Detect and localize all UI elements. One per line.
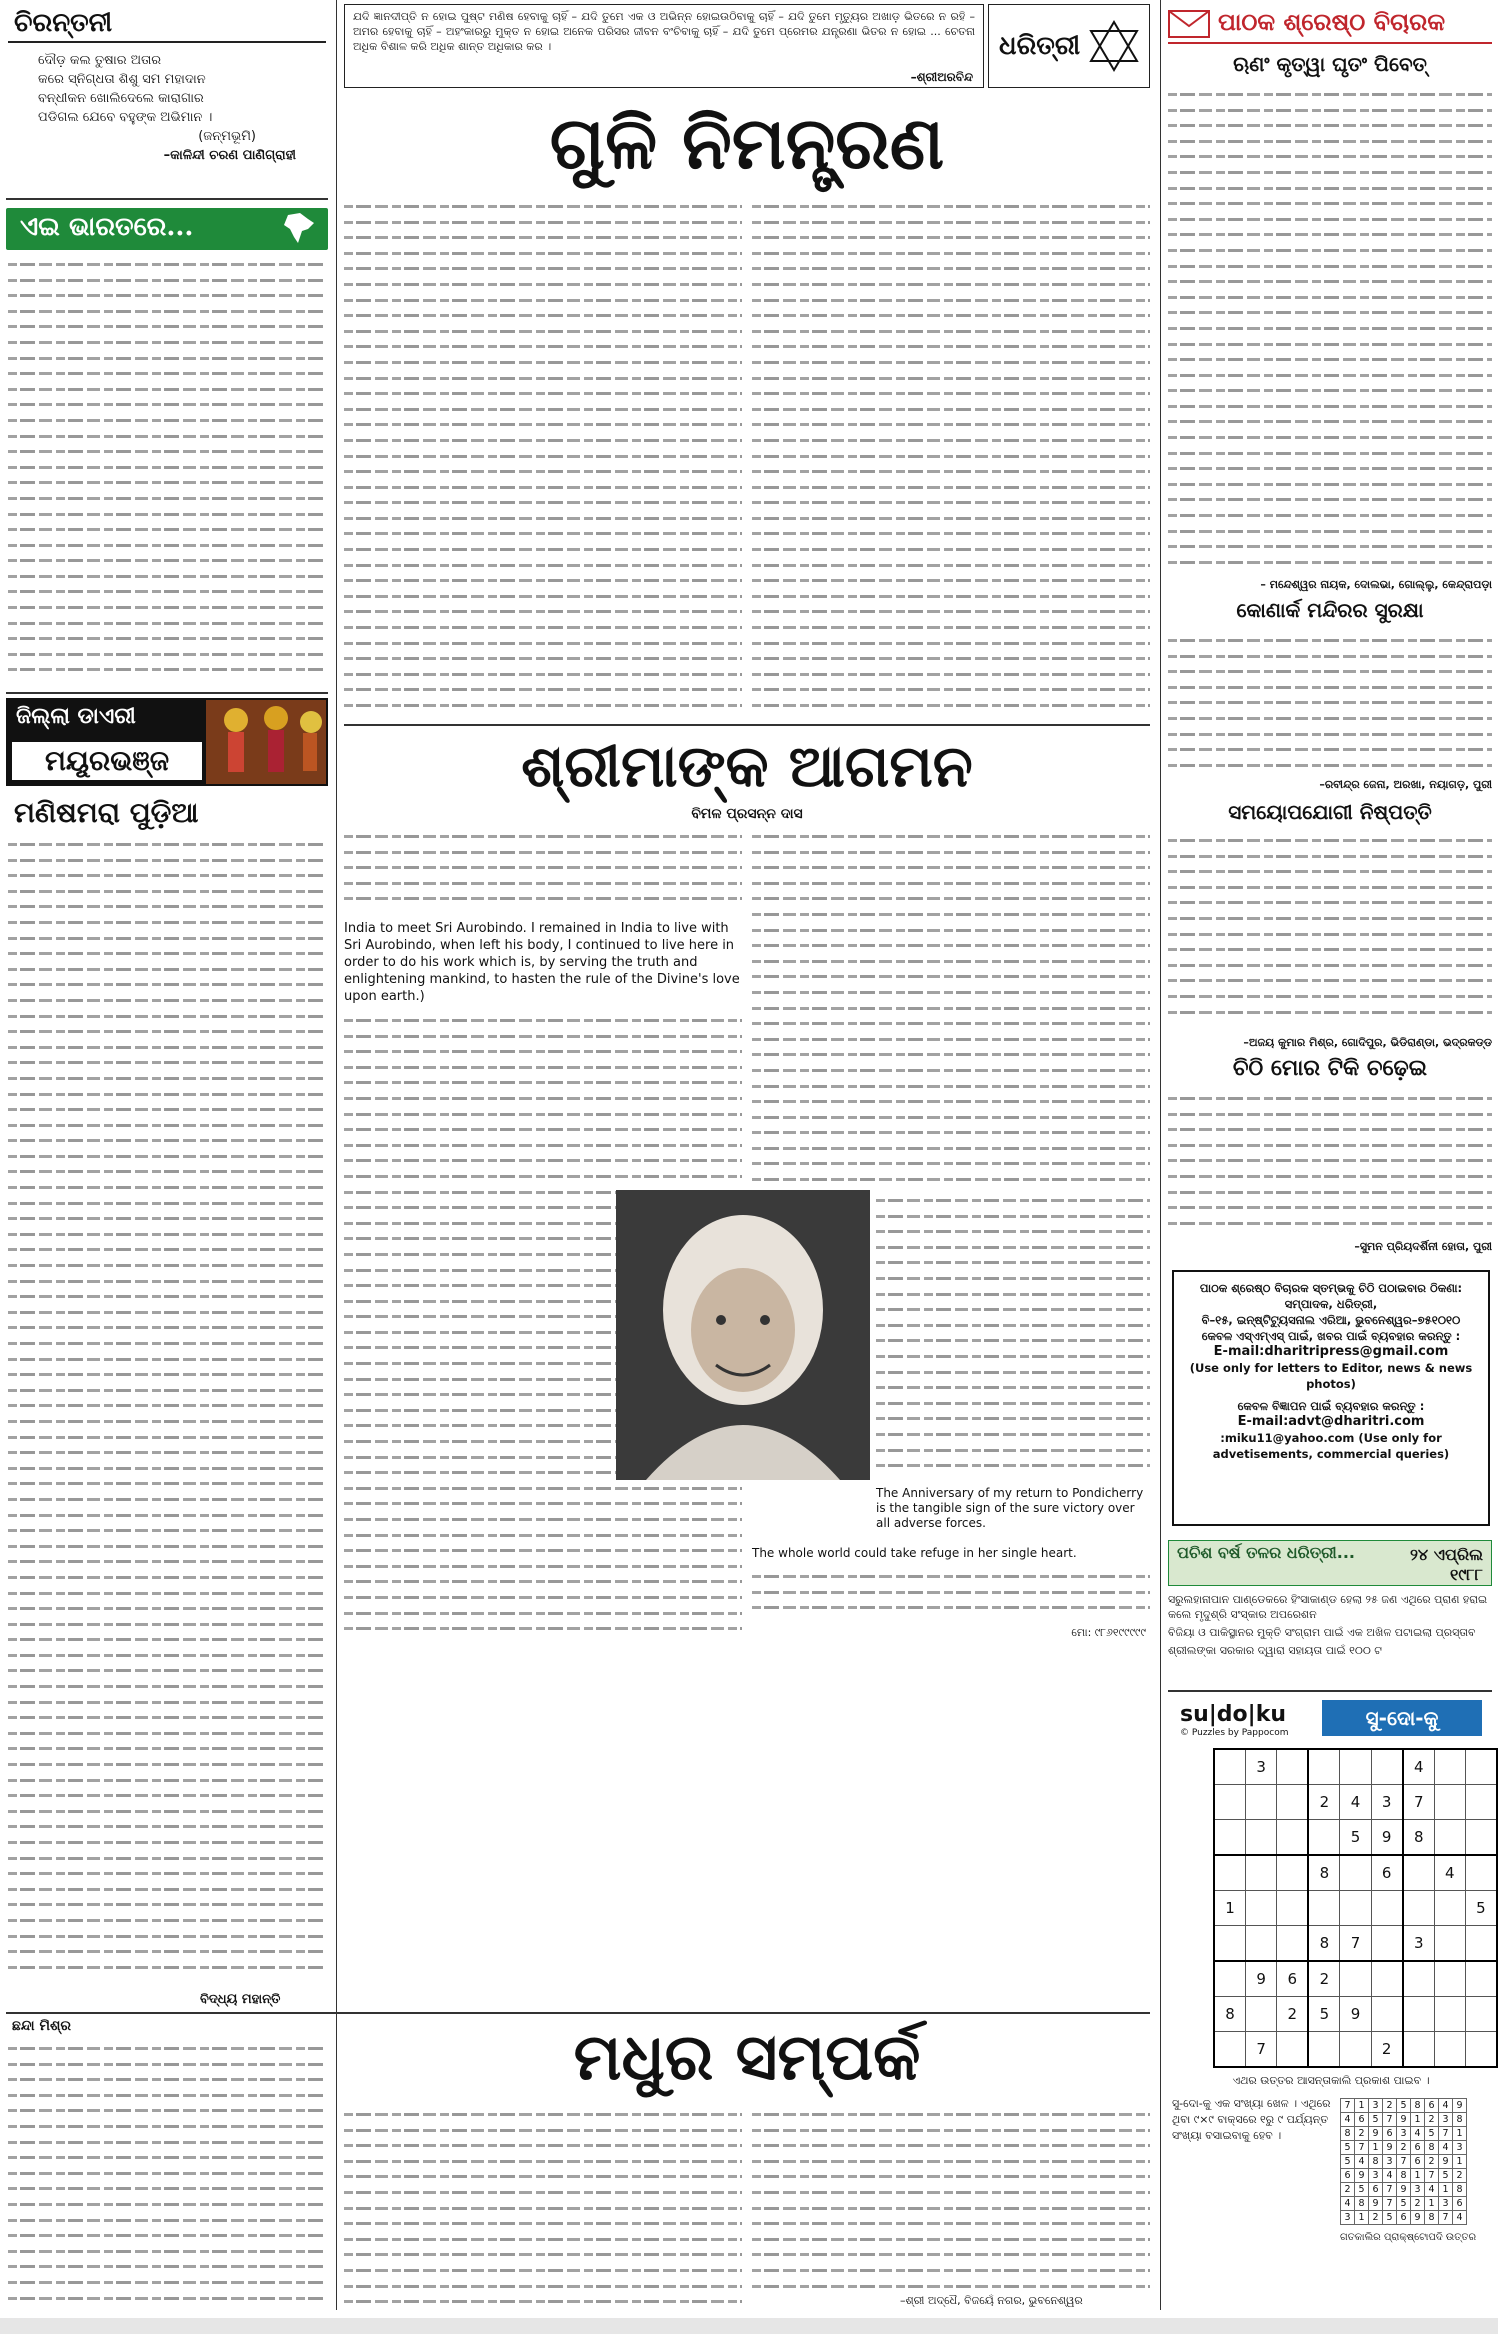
quote-text: ଯଦି ଜ୍ଞାନଦୀପ୍ତି ନ ହୋଇ ପୁଷ୍ଟ ମଣିଷ ହେବାକୁ ଚାହିଁ – ଯଦି ତୁମେ ଏକ ଓ ଅଭିନ୍ନ ହୋଇଉଠିବାକୁ ଚାହିଁ – ଯଦି ତୁମେ ମୃତ୍ୟୁର ଅଖାଡ଼ ଭିତରେ ନ ରହି – ଅମର ହେବାକୁ ଚାହିଁ – ଅହଂକାରରୁ ମୁକ୍ତ ନ ହୋଇ ଅନେକ ପରିସର ଜୀବନ ବଂଚିବାକୁ ଚାହିଁ – ଯଦି ତୁମେ ପ୍ରେମର ଯନ୍ତ୍ରଣା ଭିତର ନ ହୋଇ ... ଚେତନା ଅଧିକ ବିଶାଳ କରି ଅଧିକ ଶାନ୍ତ ଅଧିକାର କର ।: [353, 10, 975, 53]
answer-cell: 1: [1425, 2197, 1439, 2211]
answer-cell: 9: [1439, 2155, 1453, 2169]
sudoku-cell: [1465, 1785, 1497, 1820]
letter-1-sig: – ମନ୍ଦେଶ୍ୱର ନାୟକ, ଦୋଲଭା, ଗୋଲ୍ଲୁ, କେନ୍ଦ୍ରାପଡ଼ା: [1260, 578, 1492, 591]
answer-cell: 9: [1369, 2197, 1383, 2211]
srimaa-headline: ଶ୍ରୀମାଙ୍କ ଆଗମନ: [521, 732, 973, 800]
answer-cell: 2: [1355, 2127, 1369, 2141]
logo-text: ଧରିତ୍ରୀ: [999, 31, 1081, 61]
sudoku-cell: 8: [1214, 1997, 1246, 2032]
sudoku-cell: [1246, 1891, 1277, 1926]
answer-cell: 9: [1397, 2183, 1411, 2197]
answer-cell: 1: [1439, 2183, 1453, 2197]
sudoku-cell: [1465, 1749, 1497, 1785]
answer-cell: 8: [1341, 2127, 1355, 2141]
sudoku-cell: [1246, 1855, 1277, 1891]
zilla-diary-district: ମୟୂରଭଞ୍ଜ: [12, 742, 202, 780]
answer-cell: 4: [1341, 2197, 1355, 2211]
answer-cell: 5: [1355, 2183, 1369, 2197]
sudoku-cell: [1403, 1891, 1435, 1926]
madhura-col-2: [344, 2106, 742, 2308]
footer-bar: [0, 2318, 1498, 2334]
contact-email2: E-mail:advt@dharitri.com: [1237, 1414, 1425, 1429]
answer-cell: 8: [1425, 2141, 1439, 2155]
sudoku-cell: [1277, 1749, 1309, 1785]
answer-cell: 2: [1383, 2099, 1397, 2113]
answer-cell: 4: [1439, 2099, 1453, 2113]
contact-addr1: ସମ୍ପାଦକ, ଧରିତ୍ରୀ,: [1284, 1297, 1378, 1311]
letter-2-sig: –ରବୀନ୍ଦ୍ର ଜେନା, ଅରଖା, ନୟାଗଡ଼, ପୁରୀ: [1319, 778, 1492, 791]
answer-cell: 9: [1355, 2169, 1369, 2183]
sudoku-cell: [1403, 1855, 1435, 1891]
answer-cell: 3: [1341, 2211, 1355, 2225]
sudoku-cell: 3: [1371, 1785, 1403, 1820]
contact-email3-note: advetisements, commercial queries): [1212, 1447, 1450, 1461]
letter-3-body: [1168, 832, 1492, 1032]
answer-cell: 2: [1411, 2197, 1425, 2211]
sudoku-cell: [1246, 1926, 1277, 1962]
twenty-five-item: ସରୁଲହାନାପାନ ପାଣ୍ଡେକରେ ହିଂସାକାଣ୍ଡ ହେଲା ୨୫ ଜଣ ଏଥିରେ ପ୍ରାଣ ହରାଇ କଲେ ମୃଦୁଶ୍ରି ସଂସ୍କାର ଅପରେଶନ: [1168, 1593, 1488, 1621]
sudoku-cell: [1465, 1997, 1497, 2032]
answer-cell: 7: [1439, 2211, 1453, 2225]
answer-cell: 1: [1453, 2127, 1467, 2141]
answer-cell: 1: [1369, 2141, 1383, 2155]
sudoku-answer-note: ଏଥର ଉତ୍ତର ଆସନ୍ତାକାଲି ପ୍ରକାଶ ପାଇବ ।: [1232, 2074, 1430, 2087]
answer-cell: 8: [1453, 2183, 1467, 2197]
sudoku-cell: [1371, 1961, 1403, 1997]
answer-cell: 8: [1369, 2155, 1383, 2169]
answer-cell: 7: [1341, 2099, 1355, 2113]
answer-cell: 3: [1383, 2155, 1397, 2169]
letter-4-title: ଚିଠି ମୋର ଟିକି ଚଢ଼େଇ: [1232, 1056, 1428, 1081]
sudoku-cell: [1434, 1926, 1465, 1962]
poem-line: ପଡିଗଲ ଯେବେ ବହୁଙ୍କ ଅଭିମାନ ।: [38, 110, 213, 125]
answer-cell: 8: [1355, 2197, 1369, 2211]
sudoku-cell: [1246, 1997, 1277, 2032]
answer-cell: 4: [1439, 2141, 1453, 2155]
contact-email1: E-mail:dharitripress@gmail.com: [1213, 1344, 1449, 1359]
poem-line: କରେ ସ୍ନିଗ୍ଧତା ଶିଶୁ ସମ ମହାଦାନ: [38, 72, 206, 87]
letter-3-sig: –ଅଜୟ କୁମାର ମିଶ୍ର, ଗୋଦିପୁର, ଭିଡିରାଣ୍ଡା, ଭଦ୍ରକଡ୍ଡ: [1243, 1036, 1492, 1049]
manishamara-body: [8, 836, 326, 1986]
sudoku-brand-odia: ସୁ-ଦୋ-କୁ: [1322, 1700, 1482, 1736]
poem-author: –କାଳିନ୍ଦୀ ଚରଣ ପାଣିଗ୍ରାହୀ: [163, 148, 296, 163]
sudoku-cell: 3: [1246, 1749, 1277, 1785]
letters-header: [1168, 6, 1492, 44]
ei-bharatare-body: [8, 256, 326, 688]
guli-nimantrana-body-right: [752, 198, 1150, 718]
sudoku-cell: [1465, 2032, 1497, 2068]
sudoku-cell: 5: [1465, 1891, 1497, 1926]
answer-cell: 3: [1411, 2183, 1425, 2197]
answer-cell: 1: [1355, 2099, 1369, 2113]
answer-cell: 3: [1453, 2141, 1467, 2155]
answer-cell: 6: [1397, 2211, 1411, 2225]
quote-author: –ଶ୍ରୀଅରବିନ୍ଦ: [910, 70, 973, 84]
sudoku-cell: [1403, 2032, 1435, 2068]
sudoku-cell: [1465, 1926, 1497, 1962]
india-map-icon: [278, 211, 318, 247]
sudoku-cell: [1340, 1961, 1371, 1997]
answer-cell: 8: [1397, 2169, 1411, 2183]
sudoku-cell: [1340, 1855, 1371, 1891]
answer-cell: 8: [1425, 2211, 1439, 2225]
sudoku-cell: [1340, 1891, 1371, 1926]
sudoku-cell: 7: [1340, 1926, 1371, 1962]
sudoku-cell: 8: [1403, 1820, 1435, 1856]
contact-adv: କେବଳ ବିଜ୍ଞାପନ ପାଇଁ ବ୍ୟବହାର କରନ୍ତୁ :: [1237, 1399, 1425, 1413]
answer-cell: 3: [1439, 2197, 1453, 2211]
chhanda-author: ଛନ୍ଦା ମିଶ୍ର: [12, 2018, 71, 2034]
letter-3-title: ସମୟୋପଯୋଗୀ ନିଷ୍ପତ୍ତି: [1228, 800, 1432, 824]
zilla-diary-label: ଜିଲ୍ଲା ଡାଏରୀ: [16, 704, 136, 729]
answer-cell: 6: [1369, 2183, 1383, 2197]
sudoku-cell: [1277, 1926, 1309, 1962]
twenty-five-title: ପଚିଶ ବର୍ଷ ତଳର ଧରିତ୍ରୀ...: [1177, 1543, 1355, 1562]
letter-2-title: କୋଣାର୍କ ମନ୍ଦିରର ସୁରକ୍ଷା: [1236, 598, 1424, 622]
sudoku-cell: 2: [1371, 2032, 1403, 2068]
sudoku-cell: [1403, 1961, 1435, 1997]
sudoku-cell: [1277, 2032, 1309, 2068]
sudoku-cell: [1465, 1855, 1497, 1891]
english-quote-2: The Anniversary of my return to Pondicherry is the tangible sign of the sure victory over all adverse forces.: [876, 1486, 1144, 1530]
answer-cell: 3: [1439, 2113, 1453, 2127]
sudoku-cell: [1340, 1749, 1371, 1785]
contact-title: ପାଠକ ଶ୍ରେଷ୍ଠ ବିଚାରକ ସ୍ତମ୍ଭକୁ ଚିଠି ପଠାଇବାର ଠିକଣା:: [1199, 1281, 1463, 1295]
letters-section-title: ପାଠକ ଶ୍ରେଷ୍ଠ ବିଚାରକ: [1218, 8, 1446, 36]
answer-cell: 9: [1369, 2127, 1383, 2141]
letter-4-body: [1168, 1090, 1492, 1236]
masthead-logo: [988, 4, 1150, 88]
twenty-five-item: ବିଜିୟା ଓ ପାକିସ୍ଥାନର ମୁକ୍ତି ସଂଗ୍ରାମ ପାଇଁ ଏକ ଅଖିଳ ପଟାଇଲା ପ୍ରସ୍ତାବ: [1168, 1626, 1476, 1639]
answer-cell: 5: [1341, 2141, 1355, 2155]
sudoku-last-answer-label: ଗତକାଲିର ପ୍ରାକ୍‌ଷ୍ଟୋପଦି ଉତ୍ତର: [1340, 2232, 1477, 2243]
guli-nimantrana-headline: ଗୁଳି ନିମନ୍ତ୍ରଣ: [549, 100, 945, 185]
sudoku-cell: 3: [1403, 1926, 1435, 1962]
answer-cell: 7: [1425, 2169, 1439, 2183]
answer-cell: 9: [1383, 2141, 1397, 2155]
chirantani-box: [8, 6, 326, 196]
english-quote: India to meet Sri Aurobindo. I remained in India to live with Sri Aurobindo, when left his body, I continued to live here in order to do his work which is, by serving the truth and enlightening mankind, to hasten the rule of the Divine's love upon earth.): [344, 921, 740, 1004]
sudoku-cell: [1434, 1785, 1465, 1820]
answer-cell: 7: [1439, 2127, 1453, 2141]
dancers-illustration: [206, 700, 326, 784]
contact-addr2: ବି–୧୫, ଇନ୍‌ଷ୍ଟିଟ୍ୟୁସନାଲ ଏରିଆ, ଭୁବନେଶ୍ୱର–୭୫୧୦୧୦: [1201, 1313, 1461, 1327]
sudoku-cell: 2: [1308, 1961, 1340, 1997]
poem-line: ଦୌଡ଼ କଲ ତୁଷାର ଅତାର: [38, 53, 162, 68]
twenty-five-items: [1168, 1592, 1492, 1658]
madhura-headline: ମଧୁର ସମ୍ପର୍କ: [573, 2020, 921, 2095]
sudoku-cell: [1308, 2032, 1340, 2068]
sudoku-cell: 5: [1340, 1820, 1371, 1856]
answer-cell: 3: [1369, 2099, 1383, 2113]
sudoku-cell: [1246, 1785, 1277, 1820]
letter-1-body: [1168, 86, 1492, 576]
answer-cell: 1: [1411, 2113, 1425, 2127]
sudoku-cell: [1371, 1926, 1403, 1962]
srimaa-body-right: [752, 828, 1150, 1643]
srimaa-byline: ବିମଳ ପ୍ରସନ୍ନ ଦାସ: [691, 806, 803, 822]
quote-box: [344, 4, 984, 88]
sudoku-cell: [1434, 2032, 1465, 2068]
answer-cell: 2: [1341, 2183, 1355, 2197]
letter-1-title: ଋଣଂ କୃତ୍ୱା ଘୃତଂ ପିବେତ୍: [1233, 52, 1427, 76]
madhura-col-3: [752, 2106, 1150, 2292]
answer-cell: 3: [1369, 2169, 1383, 2183]
answer-cell: 9: [1397, 2113, 1411, 2127]
sudoku-cell: [1214, 1961, 1246, 1997]
sudoku-cell: 4: [1434, 1855, 1465, 1891]
answer-cell: 9: [1453, 2099, 1467, 2113]
sudoku-cell: [1308, 1820, 1340, 1856]
answer-cell: 4: [1383, 2169, 1397, 2183]
answer-cell: 2: [1369, 2211, 1383, 2225]
sudoku-cell: [1308, 1891, 1340, 1926]
twenty-five-date: ୨୪ ଏପ୍ରିଲ ୧୯୮୮: [1409, 1545, 1483, 1584]
star-logo-icon: [1087, 19, 1141, 73]
answer-cell: 4: [1355, 2155, 1369, 2169]
ei-bharatare-banner: [6, 208, 328, 250]
answer-cell: 5: [1397, 2099, 1411, 2113]
contact-email3: :miku11@yahoo.com (Use only for: [1220, 1431, 1442, 1445]
sudoku-cell: [1214, 1855, 1246, 1891]
answer-cell: 4: [1425, 2183, 1439, 2197]
sudoku-cell: 5: [1308, 1997, 1340, 2032]
sudoku-cell: [1465, 1820, 1497, 1856]
sudoku-cell: [1277, 1820, 1309, 1856]
sudoku-brand: su|do|ku: [1180, 1702, 1286, 1727]
answer-cell: 8: [1411, 2099, 1425, 2113]
answer-cell: 5: [1341, 2155, 1355, 2169]
sudoku-cell: [1246, 1820, 1277, 1856]
sudoku-cell: [1434, 1961, 1465, 1997]
sudoku-cell: [1434, 1891, 1465, 1926]
english-quote-3: The whole world could take refuge in her single heart.: [752, 1546, 1077, 1560]
manishamara-title: ମଣିଷମରା ପୁଡ଼ିଆ: [14, 796, 199, 829]
twenty-five-item: ଶ୍ରୀଲଙ୍କା ସରକାର ଦ୍ୱାରା ସହାୟତା ପାଇଁ ୧୦୦ ଟ: [1168, 1644, 1382, 1657]
sudoku-grid: [1213, 1748, 1498, 2068]
sudoku-cell: [1371, 1997, 1403, 2032]
answer-cell: 6: [1411, 2141, 1425, 2155]
answer-cell: 7: [1397, 2155, 1411, 2169]
chirantani-title: ଚିରନ୍ତନୀ: [8, 6, 326, 43]
sudoku-cell: [1434, 1997, 1465, 2032]
answer-cell: 4: [1453, 2211, 1467, 2225]
poem-source: (ଜନ୍ମଭୂମି): [198, 129, 256, 144]
sudoku-answer-grid: [1340, 2098, 1467, 2225]
answer-cell: 2: [1453, 2169, 1467, 2183]
ei-bharatare-title: ଏଇ ଭାରତରେ...: [20, 212, 194, 242]
contact-box: [1172, 1270, 1490, 1526]
letter-2-body: [1168, 632, 1492, 778]
sudoku-cell: 8: [1308, 1855, 1340, 1891]
answer-cell: 6: [1355, 2113, 1369, 2127]
answer-cell: 5: [1439, 2169, 1453, 2183]
sudoku-cell: [1434, 1749, 1465, 1785]
sudoku-cell: [1214, 1749, 1246, 1785]
answer-cell: 2: [1397, 2141, 1411, 2155]
sudoku-cell: 6: [1371, 1855, 1403, 1891]
sudoku-cell: 9: [1246, 1961, 1277, 1997]
contact-email1-note: (Use only for letters to Editor, news & news photos): [1189, 1361, 1473, 1391]
answer-cell: 7: [1383, 2197, 1397, 2211]
sudoku-cell: [1214, 1820, 1246, 1856]
answer-cell: 6: [1341, 2169, 1355, 2183]
sudoku-cell: [1371, 1749, 1403, 1785]
answer-cell: 5: [1425, 2127, 1439, 2141]
sudoku-cell: [1214, 2032, 1246, 2068]
sudoku-cell: 9: [1340, 1997, 1371, 2032]
answer-cell: 9: [1411, 2211, 1425, 2225]
srimaa-phone: ମୋ: ୯୮୬୧୯୯୯୯୯: [1071, 1626, 1146, 1639]
zilla-diary-banner: [6, 698, 328, 786]
contact-fax: କେବଳ ଏସ୍‌ଏମ୍‌ଏସ୍ ପାଇଁ, ଖବର ପାଇଁ ବ୍ୟବହାର କରନ୍ତୁ :: [1201, 1329, 1461, 1343]
sudoku-cell: 2: [1308, 1785, 1340, 1820]
answer-cell: 6: [1453, 2197, 1467, 2211]
sudoku-cell: 7: [1246, 2032, 1277, 2068]
answer-cell: 6: [1383, 2127, 1397, 2141]
answer-cell: 1: [1453, 2155, 1467, 2169]
answer-cell: 7: [1383, 2113, 1397, 2127]
answer-cell: 2: [1425, 2155, 1439, 2169]
sudoku-credit: © Puzzles by Pappocom: [1180, 1728, 1289, 1738]
answer-cell: 3: [1397, 2127, 1411, 2141]
sudoku-rules: ସୁ-ଦୋ-କୁ ଏକ ସଂଖ୍ୟା ଖେଳ । ଏଥିରେ ଥିବା ୯×୯ ବାକ୍ସରେ ୧ରୁ ୯ ପର୍ଯ୍ୟନ୍ତ ସଂଖ୍ୟା ବସାଇବାକୁ ହେବ ।: [1172, 2097, 1331, 2142]
sudoku-cell: [1277, 1855, 1309, 1891]
sudoku-cell: [1465, 1961, 1497, 1997]
answer-cell: 2: [1425, 2113, 1439, 2127]
sudoku-cell: 6: [1277, 1961, 1309, 1997]
sudoku-cell: 4: [1403, 1749, 1435, 1785]
sudoku-cell: 9: [1371, 1820, 1403, 1856]
answer-cell: 5: [1369, 2113, 1383, 2127]
sudoku-cell: 1: [1214, 1891, 1246, 1926]
sudoku-cell: [1371, 1891, 1403, 1926]
answer-cell: 7: [1383, 2183, 1397, 2197]
answer-cell: 4: [1341, 2113, 1355, 2127]
sudoku-cell: 8: [1308, 1926, 1340, 1962]
sudoku-cell: [1403, 1997, 1435, 2032]
answer-cell: 4: [1411, 2127, 1425, 2141]
twenty-five-banner: [1168, 1540, 1492, 1586]
sudoku-cell: [1434, 1820, 1465, 1856]
answer-cell: 6: [1425, 2099, 1439, 2113]
sudoku-cell: 4: [1340, 1785, 1371, 1820]
sudoku-cell: [1340, 2032, 1371, 2068]
manishamara-author: ବିଦ୍ଧ୍ୟ ମହାନ୍ତି: [200, 1992, 281, 2007]
sudoku-header: [1172, 1700, 1490, 1740]
answer-cell: 5: [1397, 2197, 1411, 2211]
sudoku-cell: [1277, 1785, 1309, 1820]
sudoku-cell: 7: [1403, 1785, 1435, 1820]
poem-line: ବନ୍ଧୀକନ ଖୋଲିଦେଲେ କାରାଗାର: [38, 91, 204, 106]
guli-nimantrana-body-left: [344, 198, 742, 718]
answer-cell: 7: [1355, 2141, 1369, 2155]
sudoku-cell: 2: [1277, 1997, 1309, 2032]
sudoku-cell: [1308, 1749, 1340, 1785]
sudoku-cell: [1277, 1891, 1309, 1926]
madhura-signature: –ଶ୍ରୀ ଅଦ୍ଧୈ, ବିଜୟେଁ ନଗର, ଭୁବନେଶ୍ୱର: [900, 2294, 1083, 2307]
answer-cell: 6: [1411, 2155, 1425, 2169]
sudoku-cell: [1214, 1926, 1246, 1962]
answer-cell: 8: [1453, 2113, 1467, 2127]
envelope-icon: [1168, 10, 1210, 38]
madhura-col-1: [8, 2040, 326, 2308]
answer-cell: 1: [1411, 2169, 1425, 2183]
answer-cell: 5: [1383, 2211, 1397, 2225]
answer-cell: 1: [1355, 2211, 1369, 2225]
letter-4-sig: –ସୁମନ ପ୍ରିୟଦର୍ଶିନୀ ହୋତା, ପୁରୀ: [1354, 1240, 1492, 1253]
sudoku-cell: [1214, 1785, 1246, 1820]
